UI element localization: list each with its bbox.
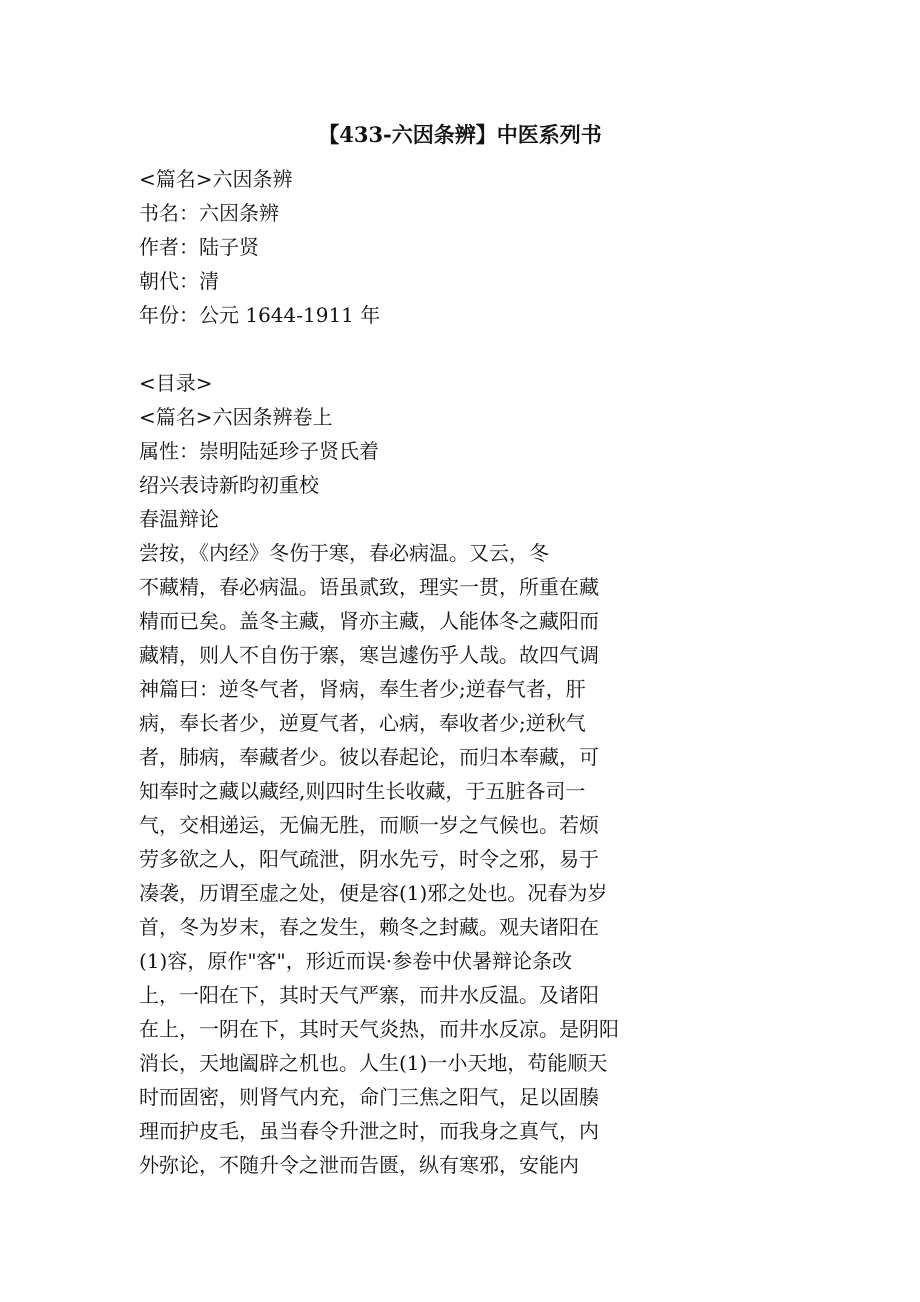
toc-heading: <目录> [139, 371, 213, 395]
chapter-name: <篇名>六因条辨 [139, 167, 293, 191]
table-of-contents [139, 366, 679, 1182]
book-name: 书名：六因条辨 [139, 201, 279, 225]
body-line: 气，交相递运，无偏无胜，而顺一岁之气候也。若烦 [139, 813, 599, 837]
body-line: 上，一阳在下，其时天气严寨，而井水反温。及诸阳 [139, 983, 599, 1007]
document-title: 【433-六因条辨】中医系列书 [318, 122, 602, 147]
book-metadata [139, 162, 679, 332]
body-line: 藏精，则人不自伤于寨，寒岂遽伤乎人哉。故四气调 [139, 643, 599, 667]
body-line: 精而已矣。盖冬主藏，肾亦主藏，人能体冬之藏阳而 [139, 609, 599, 633]
body-line: 理而护皮毛，虽当春令升泄之时，而我身之真气，内 [139, 1119, 599, 1143]
body-line: 外弥论，不随升令之泄而告匮，纵有寒邪，安能内 [139, 1153, 579, 1177]
attribution: 属性：崇明陆延珍子贤氏着 [139, 439, 379, 463]
body-line: 知奉时之藏以藏经,则四时生长收藏，于五脏各司一 [139, 779, 586, 803]
revision-note: 绍兴表诗新昀初重校 [139, 473, 319, 497]
body-line: 凑袭，历谓至虚之处，便是容(1)邪之处也。况春为岁 [139, 881, 608, 905]
footnote-line: (1)容，原作"客"，形近而误·参卷中伏暑辩论条改 [139, 949, 573, 973]
volume-name: <篇名>六因条辨卷上 [139, 405, 333, 429]
body-line: 在上，一阴在下，其时天气炎热，而井水反凉。是阴阳 [139, 1017, 619, 1041]
body-line: 神篇曰：逆冬气者，肾病，奉生者少;逆春气者，肝 [139, 677, 586, 701]
dynasty: 朝代：清 [139, 269, 219, 293]
body-line: 消长，天地阖辟之机也。人生(1)一小天地，苟能顺天 [139, 1051, 608, 1075]
year-range: 年份：公元 1644-1911 年 [139, 303, 381, 327]
body-line: 尝按，《内经》冬伤于寒，春必病温。又云，冬 [139, 541, 549, 565]
body-line: 病，奉长者少，逆夏气者，心病，奉收者少;逆秋气 [139, 711, 586, 735]
author: 作者：陆子贤 [139, 235, 259, 259]
body-line: 不藏精，春必病温。语虽贰致，理实一贯，所重在藏 [139, 575, 599, 599]
body-line: 时而固密，则肾气内充，命门三焦之阳气，足以固腠 [139, 1085, 599, 1109]
body-line: 劳多欲之人，阳气疏泄，阴水先亏，时令之邪，易于 [139, 847, 599, 871]
body-line: 首，冬为岁末，春之发生，赖冬之封藏。观夫诸阳在 [139, 915, 599, 939]
body-line: 者，肺病，奉藏者少。彼以春起论，而归本奉藏，可 [139, 745, 599, 769]
section-heading: 春温辩论 [139, 507, 219, 531]
